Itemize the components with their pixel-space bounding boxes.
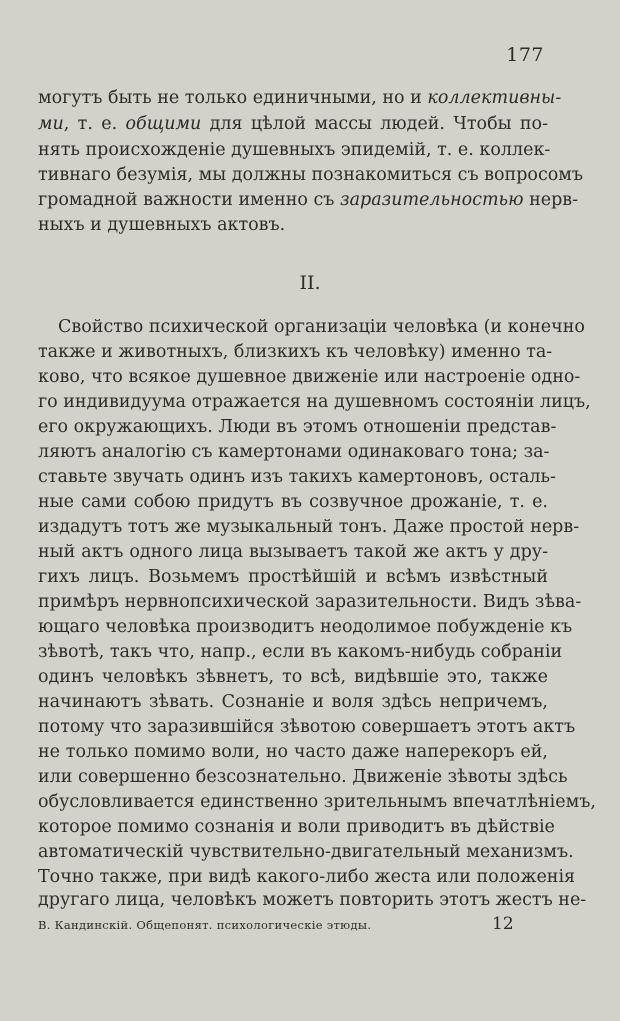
text-line: или совершенно безсознательно. Движеніе зѣвоты здѣсь (38, 767, 568, 787)
page-number: 177 (506, 44, 544, 66)
text-line: издадутъ тотъ же музыкальный тонъ. Даже простой нерв- (38, 517, 580, 537)
text-line: ставьте звучать одинъ изъ такихъ камертоновъ, осталь- (38, 467, 556, 487)
text-line: ми, т. е. общими для цѣлой массы людей. Чтобы по- (38, 114, 548, 134)
text-line: могутъ быть не только единичными, но и коллективны- (38, 88, 562, 108)
text-line: его окружающихъ. Люди въ этомъ отношеніи представ- (38, 417, 557, 437)
text-line: ные сами собою придутъ въ созвучное дрожаніе, т. е. (38, 492, 548, 512)
text-line: го индивидуума отражается на душевномъ состояніи лицъ, (38, 392, 591, 412)
running-title: В. Кандинскій. Общепонят. психологическіе этюды. (38, 918, 372, 932)
section-heading: II. (299, 272, 321, 294)
text-line: обусловливается единственно зрительнымъ впечатлѣніемъ, (38, 792, 596, 812)
text-line: потому что заразившійся зѣвотою совершаетъ этотъ актъ (38, 717, 576, 737)
text-line: примѣръ нервнопсихической заразительности. Видъ зѣва- (38, 592, 582, 612)
text-line: зѣвотѣ, такъ что, напр., если въ какомъ-нибудь собраніи (38, 642, 563, 662)
text-line: ныхъ и душевныхъ актовъ. (38, 215, 286, 235)
text-line: начинаютъ зѣвать. Сознаніе и воля здѣсь непричемъ, (38, 692, 548, 712)
text-line: Точно также, при видѣ какого-либо жеста или положенія (38, 867, 576, 887)
text-line: одинъ человѣкъ зѣвнетъ, то всѣ, видѣвшіе это, также (38, 667, 548, 687)
text-line: другаго лица, человѣкъ можетъ повторить этотъ жестъ не- (38, 890, 587, 910)
text-line: Свойство психической организаціи человѣка (и конечно (58, 317, 585, 337)
signature-mark: 12 (492, 914, 514, 934)
text-line: громадной важности именно съ заразительностью нерв- (38, 190, 579, 210)
text-line: ющаго человѣка производитъ неодолимое побужденіе къ (38, 617, 573, 637)
text-line: не только помимо воли, но часто даже наперекоръ ей, (38, 742, 548, 762)
text-line: также и животныхъ, близкихъ къ человѣку) именно та- (38, 342, 553, 362)
text-line: которое помимо сознанія и воли приводитъ въ дѣйствіе (38, 817, 555, 837)
text-line: тивнаго безумія, мы должны познакомиться съ вопросомъ (38, 165, 584, 185)
text-line: нять происхожденіе душевныхъ эпидемій, т. е. коллек- (38, 140, 551, 160)
text-line: ный актъ одного лица вызываетъ такой же актъ у дру- (38, 542, 548, 562)
text-line: ково, что всякое душевное движеніе или настроеніе одно- (38, 367, 581, 387)
text-line: ляютъ аналогію съ камертонами одинаковаго тона; за- (38, 442, 550, 462)
text-line: гихъ лицъ. Возьмемъ простѣйшій и всѣмъ извѣстный (38, 567, 548, 587)
text-line: автоматическій чувствительно-двигательный механизмъ. (38, 842, 574, 862)
